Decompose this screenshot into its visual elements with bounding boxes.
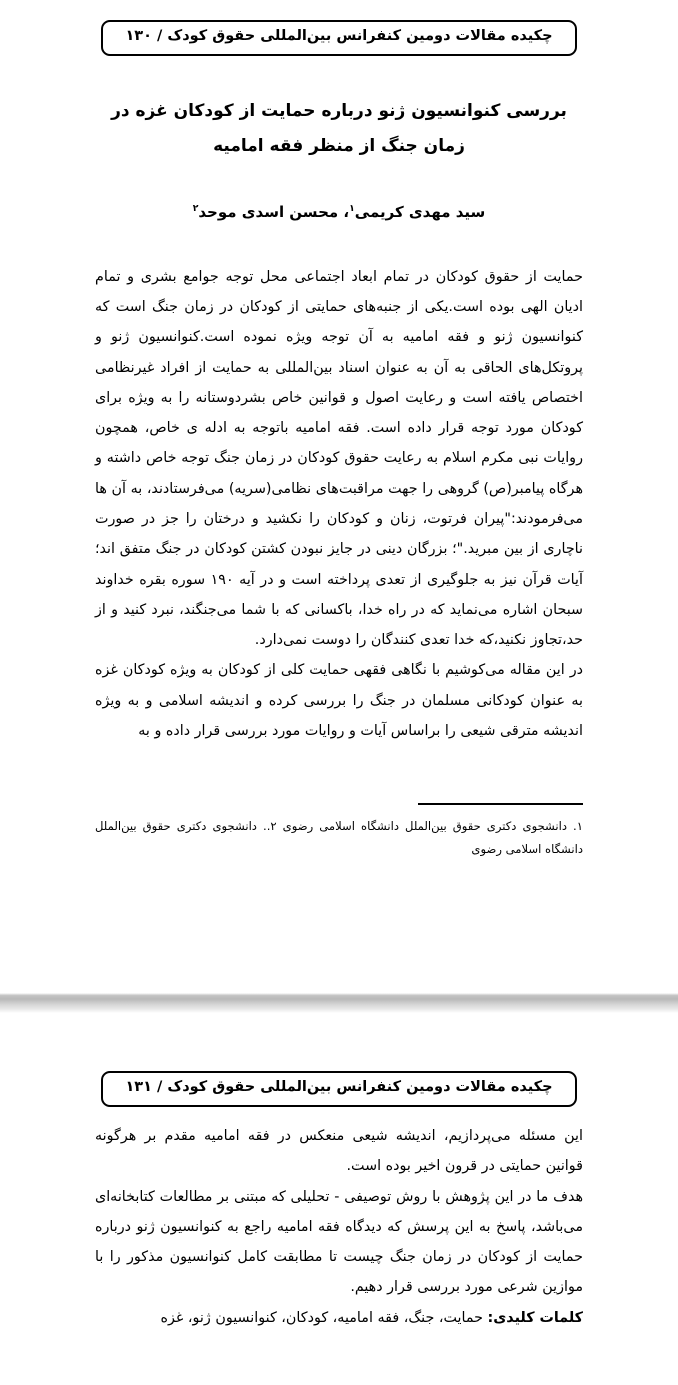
keywords-line (0, 1303, 678, 1333)
footnote-divider (418, 803, 583, 805)
page-separator (0, 993, 678, 1013)
author-2-footnote-marker: ۲ (192, 202, 199, 214)
abstract-paragraph-3: این مسئله می‌پردازیم، اندیشه شیعی منعکس در فقه امامیه مقدم بر هرگونه قوانین حمایتی در قرون اخیر بوده است. (95, 1127, 583, 1175)
page-1-header-area (0, 0, 678, 56)
running-header-page-2: چکیده مقالات دومین کنفرانس بین‌المللی حقوق کودک / ۱۳۱ (101, 1071, 576, 1107)
author-1-footnote-marker: ۱ (349, 202, 355, 214)
authors-separator: ، (338, 202, 350, 221)
author-2-name: محسن اسدی موحد (198, 202, 339, 221)
keywords-values: حمایت، جنگ، فقه امامیه، کودکان، کنوانسیون ژنو، غزه (160, 1309, 488, 1326)
authors-line (0, 200, 678, 224)
page-2-body (0, 1121, 678, 1303)
abstract-paragraph-1: حمایت از حقوق کودکان در تمام ابعاد اجتماعی محل توجه جوامع بشری و تمام ادیان الهی بوده است.یکی از جنبه‌های حمایتی از کودکان در زمان جنگ است که کنوانسیون ژنو و فقه امامیه به آن توجه ویژه نموده است.کنوانسیون ژنو و پروتکل‌های الحاقی به آن به عنوان اسناد بین‌المللی به حمایت از افراد غیرنظامی اختصاص یافته است و رعایت اصول و قوانین خاص بشردوستانه را به ویژه برای کودکان مورد توجه قرار داده است. فقه امامیه باتوجه به ادله ی خاص، همچون روایات نبی مکرم اسلام به رعایت حقوق کودکان در زمان جنگ توجه خاص داشته و هرگاه پیامبر(ص) گروهی را جهت مراقبت‌های نظامی(سریه) می‌فرستادند، به آن ها می‌فرمودند:"پیران فرتوت، زنان و کودکان را نکشید و درختان را جز در صورت ناچاری از بین مبرید."؛ بزرگان دینی در جایز نبودن کشتن کودکان در جنگ متفق اند؛آیات قرآن نیز به جلوگیری از تعدی پرداخته است و در آیه ۱۹۰ سوره بقره خداوند سبحان اشاره می‌نماید که در راه خدا، باکسانی که با شما می‌جنگند، نبرد کنید و از حد،تجاوز نکنید،که خدا تعدی کنندگان را دوست نمی‌دارد. (95, 268, 583, 649)
running-header-page-1: چکیده مقالات دومین کنفرانس بین‌المللی حقوق کودک / ۱۳۰ (101, 20, 576, 56)
footnote-area (0, 803, 678, 860)
page-title: بررسی کنوانسیون ژنو درباره حمایت از کودکان غزه در زمان جنگ از منظر فقه امامیه (111, 100, 567, 156)
footnote-text: ۱. دانشجوی دکتری حقوق بین‌الملل دانشگاه اسلامی رضوی ۲.. دانشجوی دکتری حقوق بین‌الملل دانشگاه اسلامی رضوی (95, 819, 583, 856)
abstract-paragraph-2: در این مقاله می‌کوشیم با نگاهی فقهی حمایت کلی از کودکان به ویژه کودکان غزه به عنوان کودکانی مسلمان در جنگ را بررسی کرده و اندیشه اسلامی و به ویژه اندیشه مترقی شیعی را براساس آیات و روایات مورد بررسی قرار داده و به (95, 662, 583, 740)
page-2-header-area (0, 1013, 678, 1107)
keywords-label: کلمات کلیدی: (487, 1309, 583, 1326)
page-1-body (0, 262, 678, 747)
document-page-2 (0, 1013, 678, 1385)
abstract-paragraph-4: هدف ما در این پژوهش با روش توصیفی - تحلیلی که مبتنی بر مطالعات کتابخانه‌ای می‌باشد، پاسخ به این پرسش که دیدگاه فقه امامیه راجع به کنوانسیون ژنو درباره حمایت از کودکان در زمان جنگ چیست تا مطابقت کامل کنوانسیون مذکور را با موازین شرعی مورد بررسی قرار دهیم. (95, 1188, 583, 1296)
author-1-name: سید مهدی کریمی (354, 202, 486, 221)
